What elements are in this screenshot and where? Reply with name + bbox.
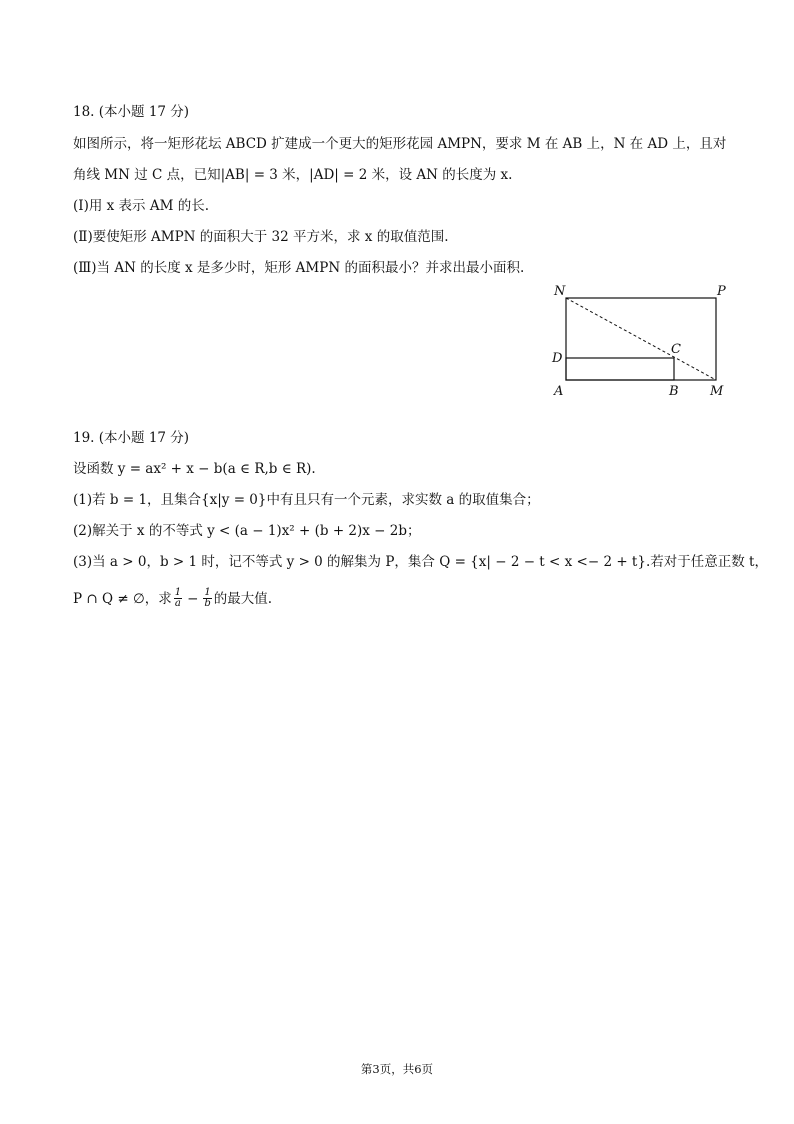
frac1-denominator: a <box>174 598 181 609</box>
q18-heading: 18. (本小题 17 分) <box>73 104 190 120</box>
rect-ABCD <box>566 358 674 380</box>
q18-stem-line1: 如图所示，将一矩形花坛 ABCD 扩建成一个更大的矩形花园 AMPN，要求 M 在 AB 上，N 在 AD 上，且对 <box>73 136 727 152</box>
q19-heading: 19. (本小题 17 分) <box>73 430 190 446</box>
q18-figure <box>548 282 733 402</box>
frac2-numerator: 1 <box>204 587 211 598</box>
rectangle-diagram <box>548 282 733 402</box>
minus-sign: − <box>187 590 199 607</box>
label-M: M <box>710 384 724 399</box>
page-footer: 第3页，共6页 <box>360 1062 434 1076</box>
q19-part3-line2-pre: P ∩ Q ≠ ∅，求 <box>73 590 172 607</box>
label-P: P <box>717 284 726 299</box>
label-N: N <box>554 284 566 299</box>
label-B: B <box>669 384 679 399</box>
q19-part3-line2-post: 的最大值. <box>213 590 273 607</box>
q18-stem-line2: 角线 MN 过 C 点，已知|AB| = 3 米，|AD| = 2 米，设 AN 的长度为 x. <box>73 167 513 183</box>
q18-part3: (Ⅲ)当 AN 的长度 x 是多少时，矩形 AMPN 的面积最小？并求出最小面积. <box>73 260 525 276</box>
label-C: C <box>671 342 681 357</box>
q19-stem: 设函数 y = ax² + x − b(a ∈ R,b ∈ R). <box>73 461 316 477</box>
q19-part2: (2)解关于 x 的不等式 y < (a − 1)x² + (b + 2)x − 2b； <box>73 523 421 539</box>
frac1-numerator: 1 <box>174 587 182 598</box>
q18-part2: (Ⅱ)要使矩形 AMPN 的面积大于 32 平方米，求 x 的取值范围. <box>73 229 449 245</box>
q18-part1: (Ⅰ)用 x 表示 AM 的长. <box>73 198 210 214</box>
fraction-1-over-b <box>203 588 211 609</box>
label-A: A <box>554 384 564 399</box>
fraction-1-over-a <box>174 588 182 609</box>
q19-part3-line1: (3)当 a > 0，b > 1 时，记不等式 y > 0 的解集为 P，集合 Q = {x| − 2 − t < x <− 2 + t}.若对于任意正数 t， <box>73 554 768 570</box>
frac2-denominator: b <box>204 598 211 609</box>
label-D: D <box>552 351 563 366</box>
q19-part3-line2 <box>73 588 272 609</box>
q19-part1: (1)若 b = 1，且集合{x|y = 0}中有且只有一个元素，求实数 a 的取值集合； <box>73 492 540 508</box>
diagonal-MN <box>566 298 716 380</box>
